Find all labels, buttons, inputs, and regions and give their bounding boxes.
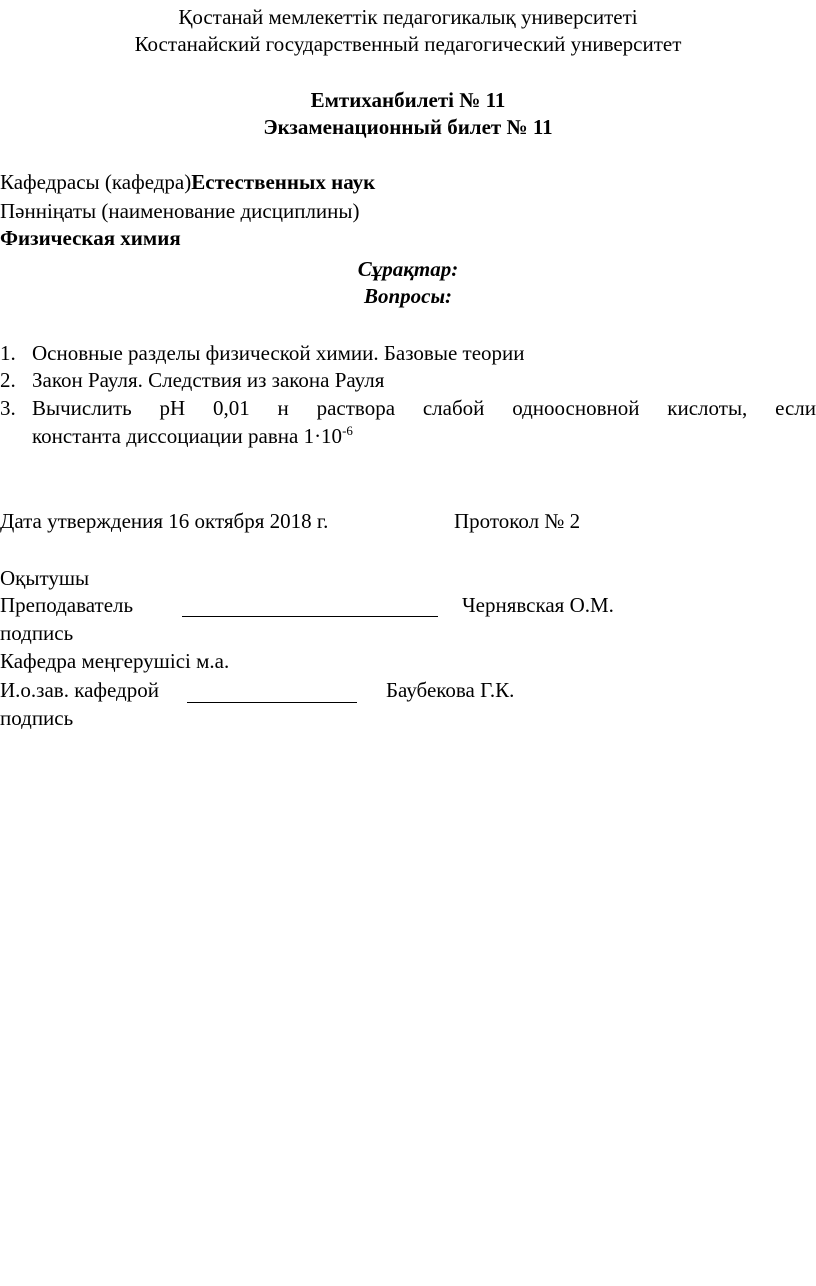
questions-heading-ru: Вопросы:: [363, 284, 453, 308]
question-text-continuation: [32, 423, 353, 450]
teacher-label-ru: Преподаватель: [0, 593, 134, 617]
questions-heading-kz: Сұрақтар:: [357, 257, 459, 281]
approval-date: Дата утверждения 16 октября 2018 г.: [0, 509, 329, 533]
head-signature-line: [187, 702, 357, 703]
head-label-kz: Кафедра меңгерушісі м.а.: [0, 649, 230, 673]
teacher-name: Чернявская О.М.: [462, 593, 614, 617]
university-name-kz: Қостанай мемлекеттік педагогикалық университеті: [178, 5, 638, 29]
department-label: Кафедрасы (кафедра): [0, 170, 192, 194]
teacher-label-kz: Оқытушы: [0, 566, 90, 590]
question-number: 3.: [0, 396, 16, 420]
head-name: Баубекова Г.К.: [386, 678, 515, 702]
ticket-title-ru: Экзаменационный билет № 11: [263, 115, 553, 139]
teacher-signature-line: [182, 616, 438, 617]
university-name-ru: Костанайский государственный педагогический университет: [134, 32, 682, 56]
head-label-ru: И.о.зав. кафедрой: [0, 678, 159, 702]
question-text: Вычислить рН 0,01 н раствора слабой одноосновной кислоты, если: [32, 396, 816, 420]
question-number: 1.: [0, 341, 16, 365]
teacher-signature-caption: подпись: [0, 621, 74, 645]
exponent: -6: [342, 423, 353, 438]
question-text: Закон Рауля. Следствия из закона Рауля: [32, 368, 385, 392]
question-number: 2.: [0, 368, 16, 392]
discipline-value: Физическая химия: [0, 226, 181, 250]
department-line: [0, 169, 375, 196]
protocol-number: Протокол № 2: [454, 509, 581, 533]
department-value: Естественных наук: [191, 170, 376, 194]
discipline-label: Пәнніңаты (наименование дисциплины): [0, 199, 360, 223]
ticket-title-kz: Емтиханбилеті № 11: [310, 88, 506, 112]
question-text: Основные разделы физической химии. Базовые теории: [32, 341, 525, 365]
question-text: константа диссоциации равна 1·10: [32, 424, 343, 448]
head-signature-caption: подпись: [0, 706, 74, 730]
